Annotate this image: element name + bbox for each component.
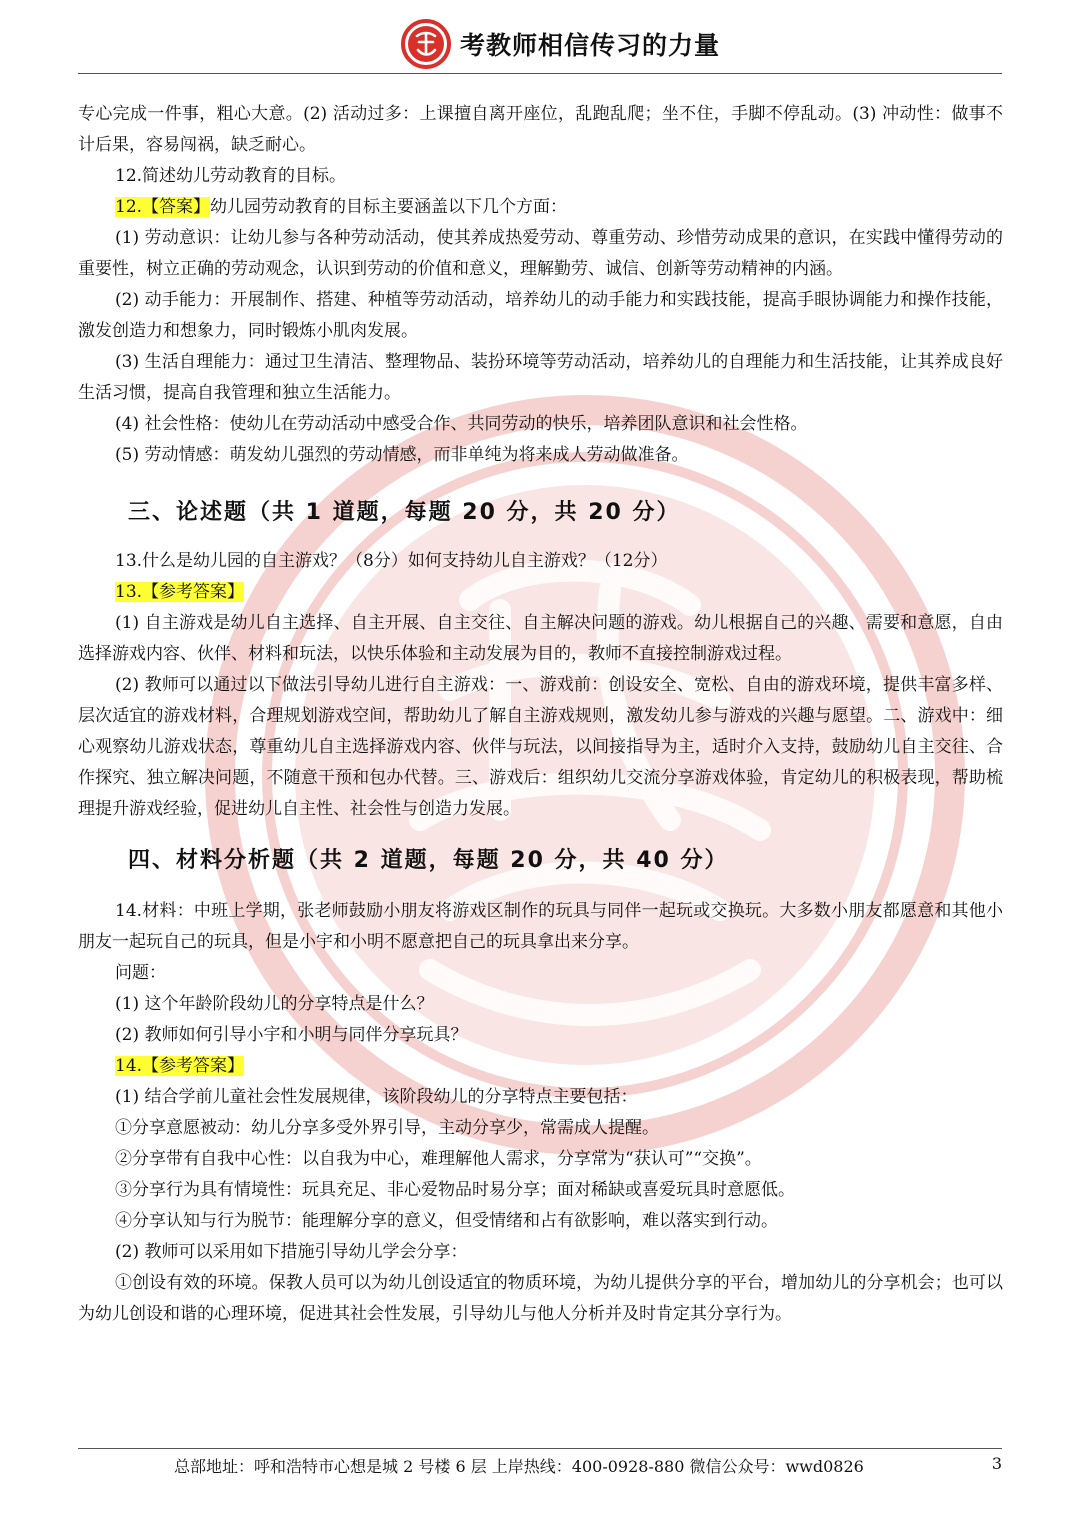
page-content: [78, 99, 1003, 1330]
answer-text: 幼儿园劳动教育的目标主要涵盖以下几个方面：: [210, 197, 568, 217]
answer-12-intro: [78, 192, 1003, 223]
page-header: [78, 14, 1002, 74]
paragraph: (1) 自主游戏是幼儿自主选择、自主开展、自主交往、自主解决问题的游戏。幼儿根据自己的兴趣、需要和意愿，自由选择游戏内容、伙伴、材料和玩法，以快乐体验和主动发展为目的，教师不直接控制游戏过程。: [78, 613, 1003, 664]
paragraph: (5) 劳动情感：萌发幼儿强烈的劳动情感，而非单纯为将来成人劳动做准备。: [115, 445, 689, 465]
paragraph: (2) 动手能力：开展制作、搭建、种植等劳动活动，培养幼儿的动手能力和实践技能，提高手眼协调能力和操作技能，激发创造力和想象力，同时锻炼小肌肉发展。: [78, 290, 1003, 341]
section-heading-3: 三、论述题（共 1 道题，每题 20 分，共 20 分）: [128, 500, 681, 525]
answer-label-highlight: 14.【参考答案】: [115, 1056, 245, 1076]
answer-13-label: [78, 577, 1003, 608]
paragraph: ②分享带有自我中心性：以自我为中心，难理解他人需求，分享常为“获认可”“交换”。: [115, 1149, 762, 1169]
paragraph: 专心完成一件事，粗心大意。(2) 活动过多：上课擅自离开座位，乱跑乱爬；坐不住，手脚不停乱动。(3) 冲动性：做事不计后果，容易闯祸，缺乏耐心。: [78, 104, 1003, 155]
paragraph: 问题：: [115, 963, 166, 983]
paragraph: (1) 结合学前儿童社会性发展规律，该阶段幼儿的分享特点主要包括：: [115, 1087, 638, 1107]
footer-divider: [78, 1448, 1002, 1449]
header-divider: [78, 73, 1002, 74]
paragraph: ①创设有效的环境。保教人员可以为幼儿创设适宜的物质环境，为幼儿提供分享的平台，增加幼儿的分享机会；也可以为幼儿创设和谐的心理环境，促进其社会性发展，引导幼儿与他人分析并及时肯定其分享行为。: [78, 1273, 1003, 1324]
question-12: 12.简述幼儿劳动教育的目标。: [115, 166, 347, 186]
seal-logo-icon: [400, 18, 452, 70]
paragraph: (2) 教师可以采用如下措施引导幼儿学会分享：: [115, 1242, 468, 1262]
paragraph: (4) 社会性格：使幼儿在劳动活动中感受合作、共同劳动的快乐，培养团队意识和社会性格。: [115, 414, 808, 434]
page-number: 3: [991, 1454, 1002, 1473]
section-heading-4: 四、材料分析题（共 2 道题，每题 20 分，共 40 分）: [128, 848, 729, 873]
paragraph: (1) 这个年龄阶段幼儿的分享特点是什么？: [115, 994, 434, 1014]
footer-contact: 总部地址：呼和浩特市心想是城 2 号楼 6 层 上岸热线：400-0928-880 微信公众号：wwd0826: [174, 1457, 864, 1476]
paragraph: ④分享认知与行为脱节：能理解分享的意义，但受情绪和占有欲影响，难以落实到行动。: [115, 1211, 778, 1231]
answer-14-label: [78, 1051, 1003, 1082]
site-title: 考教师相信传习的力量: [460, 31, 721, 60]
answer-label-highlight: 12.【答案】: [115, 197, 211, 217]
paragraph: ①分享意愿被动：幼儿分享多受外界引导，主动分享少，常需成人提醒。: [115, 1118, 659, 1138]
paragraph: (1) 劳动意识：让幼儿参与各种劳动活动，使其养成热爱劳动、尊重劳动、珍惜劳动成果的意识，在实践中懂得劳动的重要性，树立正确的劳动观念，认识到劳动的价值和意义，理解勤劳、诚信、创新等劳动精神的内涵。: [78, 228, 1003, 279]
page-footer: [78, 1448, 1002, 1476]
question-14-material: 14.材料：中班上学期，张老师鼓励小朋友将游戏区制作的玩具与同伴一起玩或交换玩。大多数小朋友都愿意和其他小朋友一起玩自己的玩具，但是小宇和小明不愿意把自己的玩具拿出来分享。: [78, 901, 1003, 952]
paragraph: (3) 生活自理能力：通过卫生清洁、整理物品、装扮环境等劳动活动，培养幼儿的自理能力和生活技能，让其养成良好生活习惯，提高自我管理和独立生活能力。: [78, 352, 1003, 403]
paragraph: (2) 教师可以通过以下做法引导幼儿进行自主游戏：一、游戏前：创设安全、宽松、自由的游戏环境，提供丰富多样、层次适宜的游戏材料，合理规划游戏空间，帮助幼儿了解自主游戏规则，激发幼儿参与游戏的兴趣与愿望。二、游戏中：细心观察幼儿游戏状态，尊重幼儿自主选择游戏内容、伙伴与玩法，以间接指导为主，适时介入支持，鼓励幼儿自主交往、合作探究、独立解决问题，不随意干预和包办代替。三、游戏后：组织幼儿交流分享游戏体验，肯定幼儿的积极表现，帮助梳理提升游戏经验，促进幼儿自主性、社会性与创造力发展。: [78, 675, 1003, 819]
answer-label-highlight: 13.【参考答案】: [115, 582, 245, 602]
paragraph: ③分享行为具有情境性：玩具充足、非心爱物品时易分享；面对稀缺或喜爱玩具时意愿低。: [115, 1180, 795, 1200]
question-13: 13.什么是幼儿园的自主游戏？（8分）如何支持幼儿自主游戏？（12分）: [115, 551, 668, 571]
paragraph: (2) 教师如何引导小宇和小明与同伴分享玩具？: [115, 1025, 468, 1045]
